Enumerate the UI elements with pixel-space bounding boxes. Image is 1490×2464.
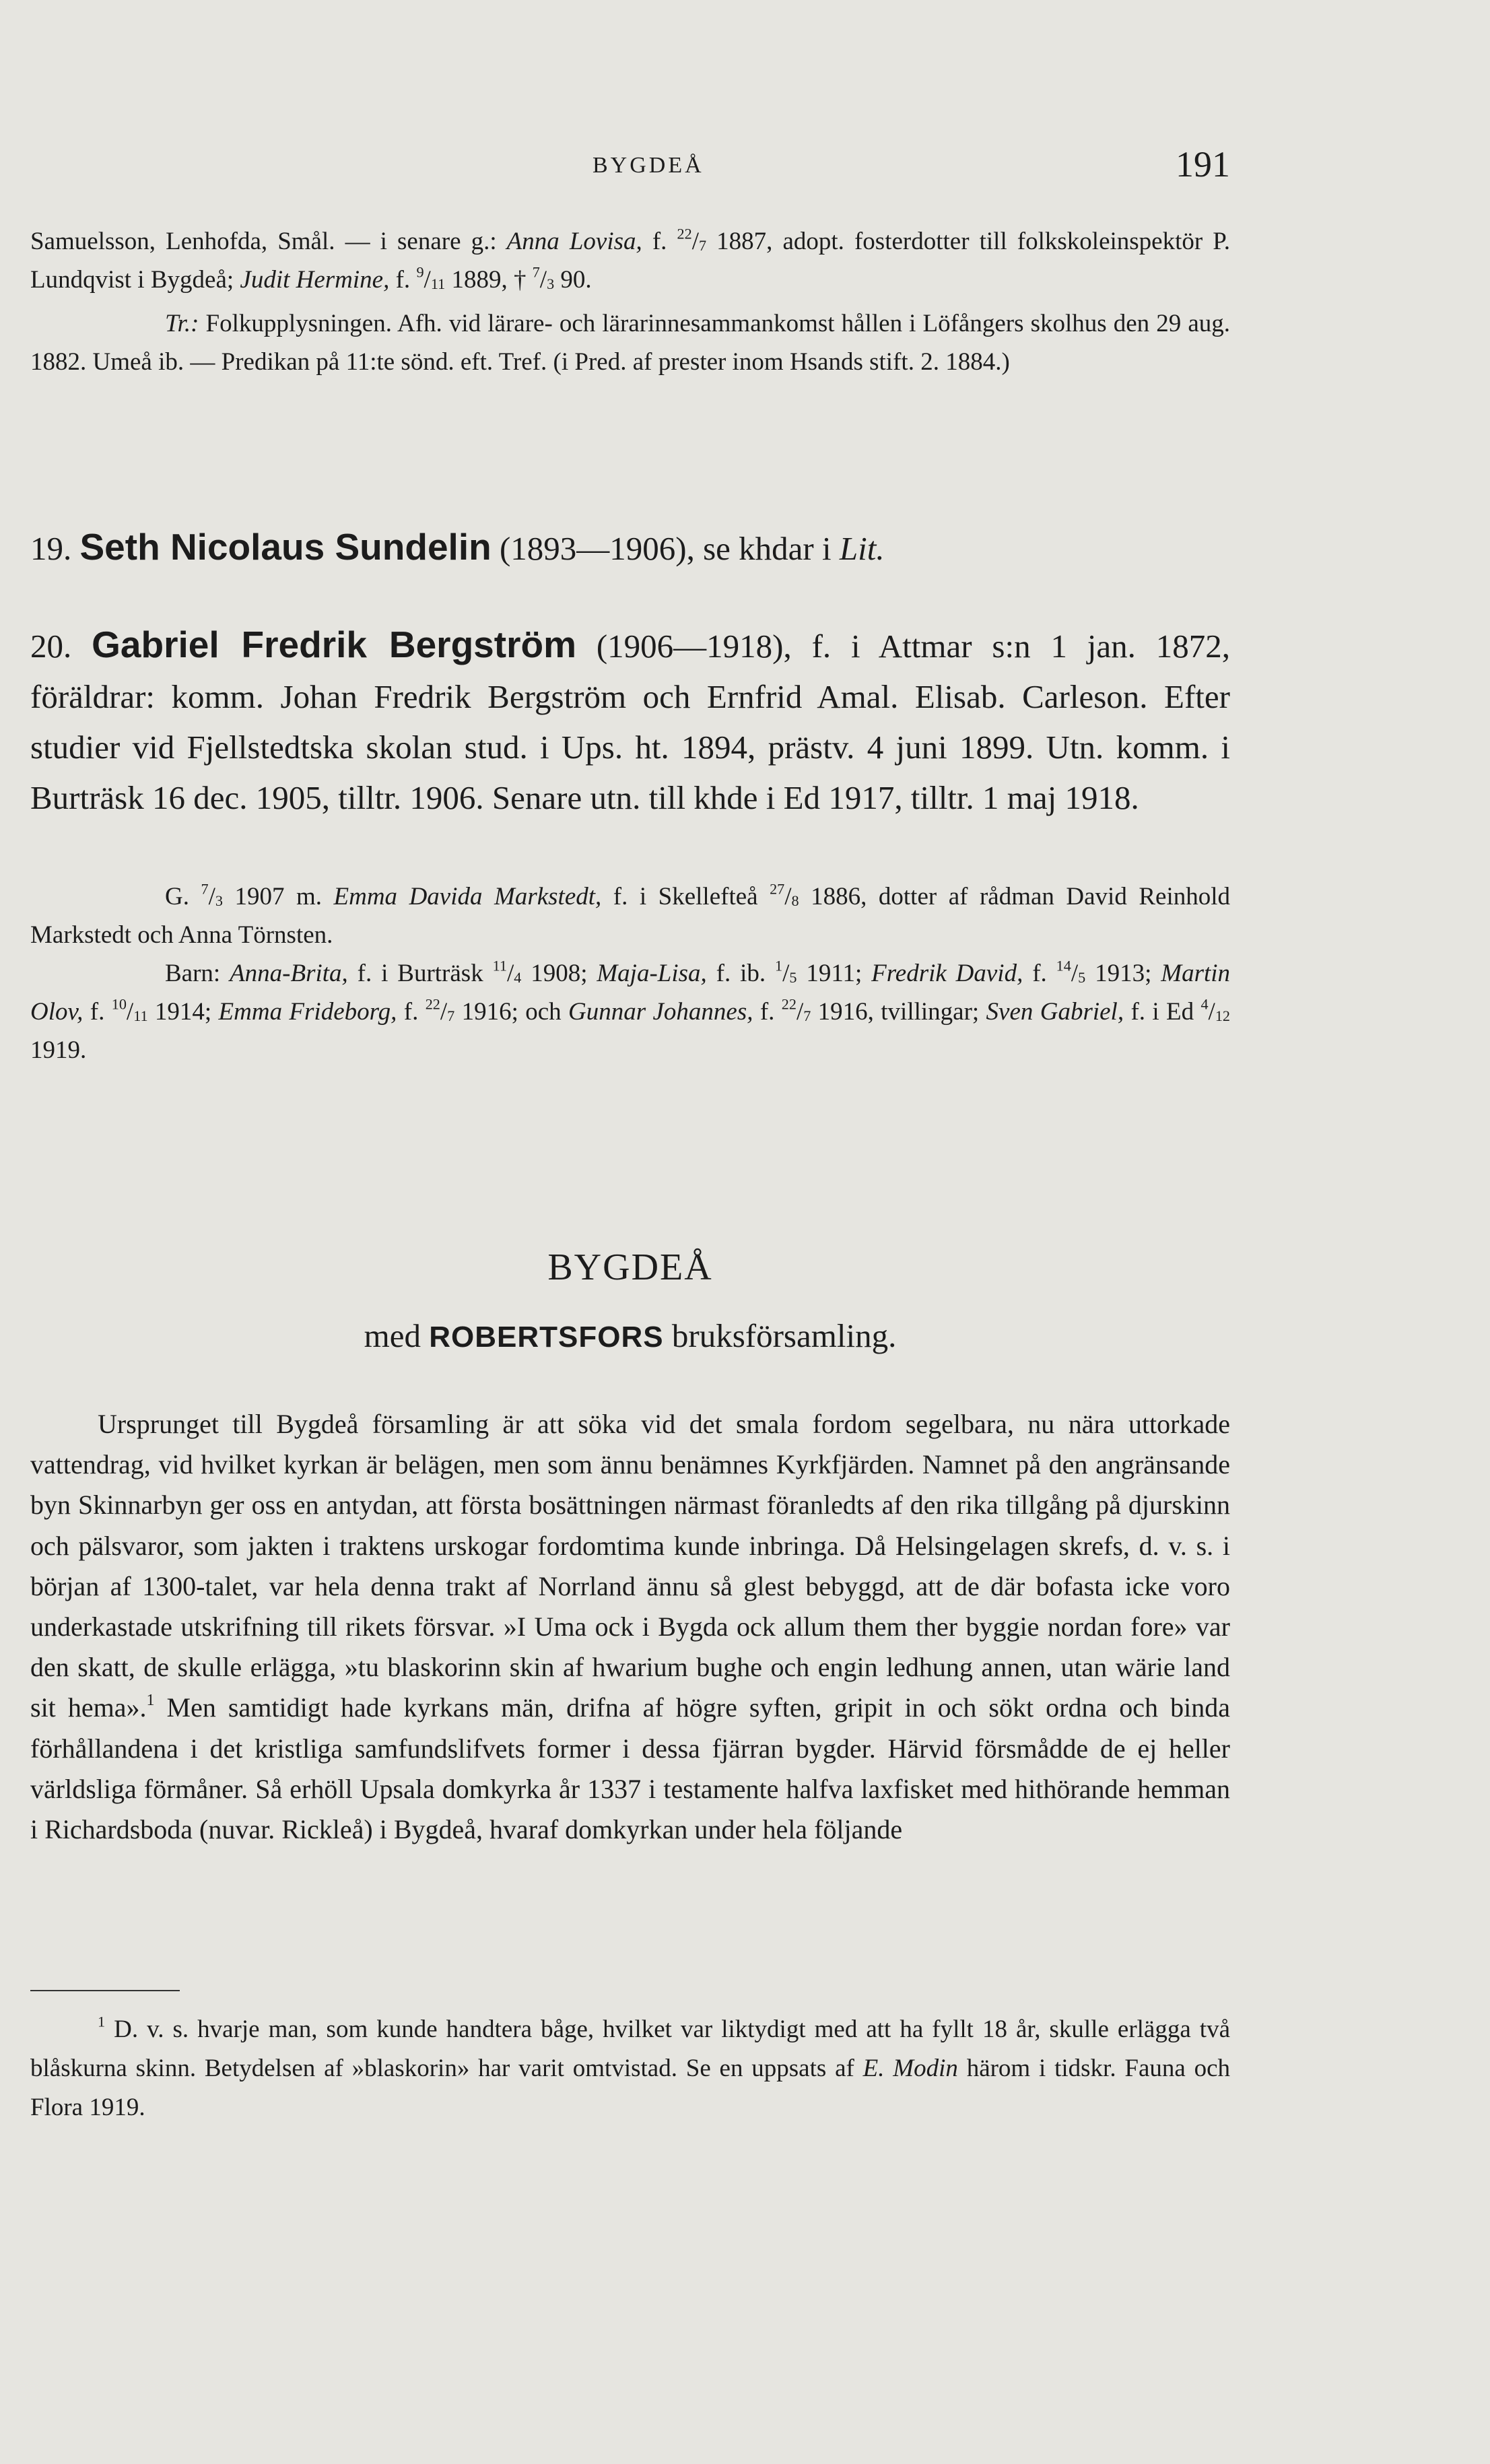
entry-20-biography: 20. Gabriel Fredrik Bergström (1906—1918), f. i Attmar s:n 1 jan. 1872, föräldrar: komm. Johan Fredrik Bergström och Ernfrid Amal. Elisab. Carleson. Efter studier vid Fjellstedtska skolan stud. i Ups. ht. 1894, prästv. 4 juni 1899. Utn. komm. i Burträsk 16 dec. 1905, tilltr. 1906. Senare utn. till khde i Ed 1917, tilltr. 1 maj 1918. (30, 624, 1231, 816)
entry-18-works-paragraph: Tr.: Folkupplysningen. Afh. vid lärare- och lärarinnesammankomst hållen i Löfångers skolhus den 29 aug. 1882. Umeå ib. — Predikan på 11:te sönd. eft. Tref. (i Pred. af prester inom Hsands stift. 2. 1884.) (30, 310, 1230, 376)
entry-number: 20. (30, 628, 92, 665)
page-number: 191 (1176, 144, 1230, 185)
entry-20-family (30, 877, 1230, 1069)
footnote-divider (30, 1990, 180, 1991)
footnote-text: $^1$ D. v. s. hvarje man, som kunde handtera båge, hvilket var liktydigt med att ha fyllt 18 år, skulle erlägga två blåskurna skinn. Betydelsen af »blaskorin» har varit omtvistad. Se en uppsats af E. Modin härom i tidskr. Fauna och Flora 1919. (30, 2013, 1231, 2121)
section-subtitle: med ROBERTSFORS bruksförsamling. (364, 1317, 897, 1354)
page-header (30, 138, 1230, 185)
running-head: BYGDEÅ (592, 153, 704, 178)
entry-20-children-paragraph: Barn: Anna-Brita, f. i Burträsk $^{11}/_4$ 1908; Maja-Lisa, f. ib. $^1/_5$ 1911; Fredrik David, f. $^{14}/_5$ 1913; Martin Olov, f. $^{10}/_{11}$ 1914; Emma Frideborg, f. $^{22}/_7$ 1916; och Gunnar Johannes, f. $^{22}/_7$ 1916, tvillingar; Sven Gabriel, f. i Ed $^4/_{12}$ 1919. (30, 957, 1231, 1064)
entry-18-continuation (30, 222, 1230, 381)
section-title: BYGDEÅ (547, 1246, 713, 1288)
footnote (30, 2010, 1230, 2127)
entry-name: Seth Nicolaus Sundelin (79, 526, 492, 568)
entry-name: Gabriel Fredrik Bergström (92, 624, 576, 665)
section-body (30, 1404, 1230, 1850)
entry-number: 19. (30, 530, 80, 567)
body-paragraph: Ursprunget till Bygdeå församling är att söka vid det smala fordom segelbara, nu nära uttorkade vattendrag, vid hvilket kyrkan är belägen, men som ännu benämnes Kyrkfjärden. Namnet på den angränsande byn Skinnarbyn ger oss en antydan, att första bosättningen närmast föranledts af den rika tillgång på djurskinn och pälsvaror, som jakten i traktens urskogar fordomtima kunde inbringa. Då Helsingelagen skrefs, d. v. s. i början af 1300-talet, var hela denna trakt af Norrland ännu så glest bebyggd, att de där bofasta icke voro underkastade utskrifning till rikets försvar. »I Uma ock i Bygda ock allum them ther byggie nordan fore» var den skatt, de skulle erlägga, »tu blaskorinn skin af hwarium bughe och engin ledhung annen, utan wärie land sit hema».$^1$ Men samtidigt hade kyrkans män, drifna af högre syften, gripit in och sökt ordna och binda förhållandena i det kristliga samfundslifvets former i dessa fjärran bygder. Härvid försmådde de ej heller världsliga förmåner. Så erhöll Upsala domkyrka år 1337 i testamente halfva laxfisket med hithörande hemman i Richardsboda (nuvar. Rickleå) i Bygdeå, hvaraf domkyrkan under hela följande (30, 1409, 1230, 1845)
entry-20 (30, 620, 1230, 823)
entry-18-family-paragraph: Samuelsson, Lenhofda, Smål. — i senare g.: Anna Lovisa, f. $^{22}/_7$ 1887, adopt. fosterdotter till folkskoleinspektör P. Lundqvist i Bygdeå; Judit Hermine, f. $^9/_{11}$ 1889, † $^7/_3$ 90. (30, 225, 1231, 294)
footnote-ref: 1 (146, 1692, 155, 1710)
entry-20-marriage-paragraph: G. $^7/_3$ 1907 m. Emma Davida Markstedt, f. i Skellefteå $^{27}/_8$ 1886, dotter af rådman David Reinhold Markstedt och Anna Törnsten. (30, 880, 1231, 949)
footnote-marker: 1 (98, 2013, 106, 2030)
entry-19: 19. Seth Nicolaus Sundelin (1893—1906), se khdar i Lit. (30, 526, 885, 568)
